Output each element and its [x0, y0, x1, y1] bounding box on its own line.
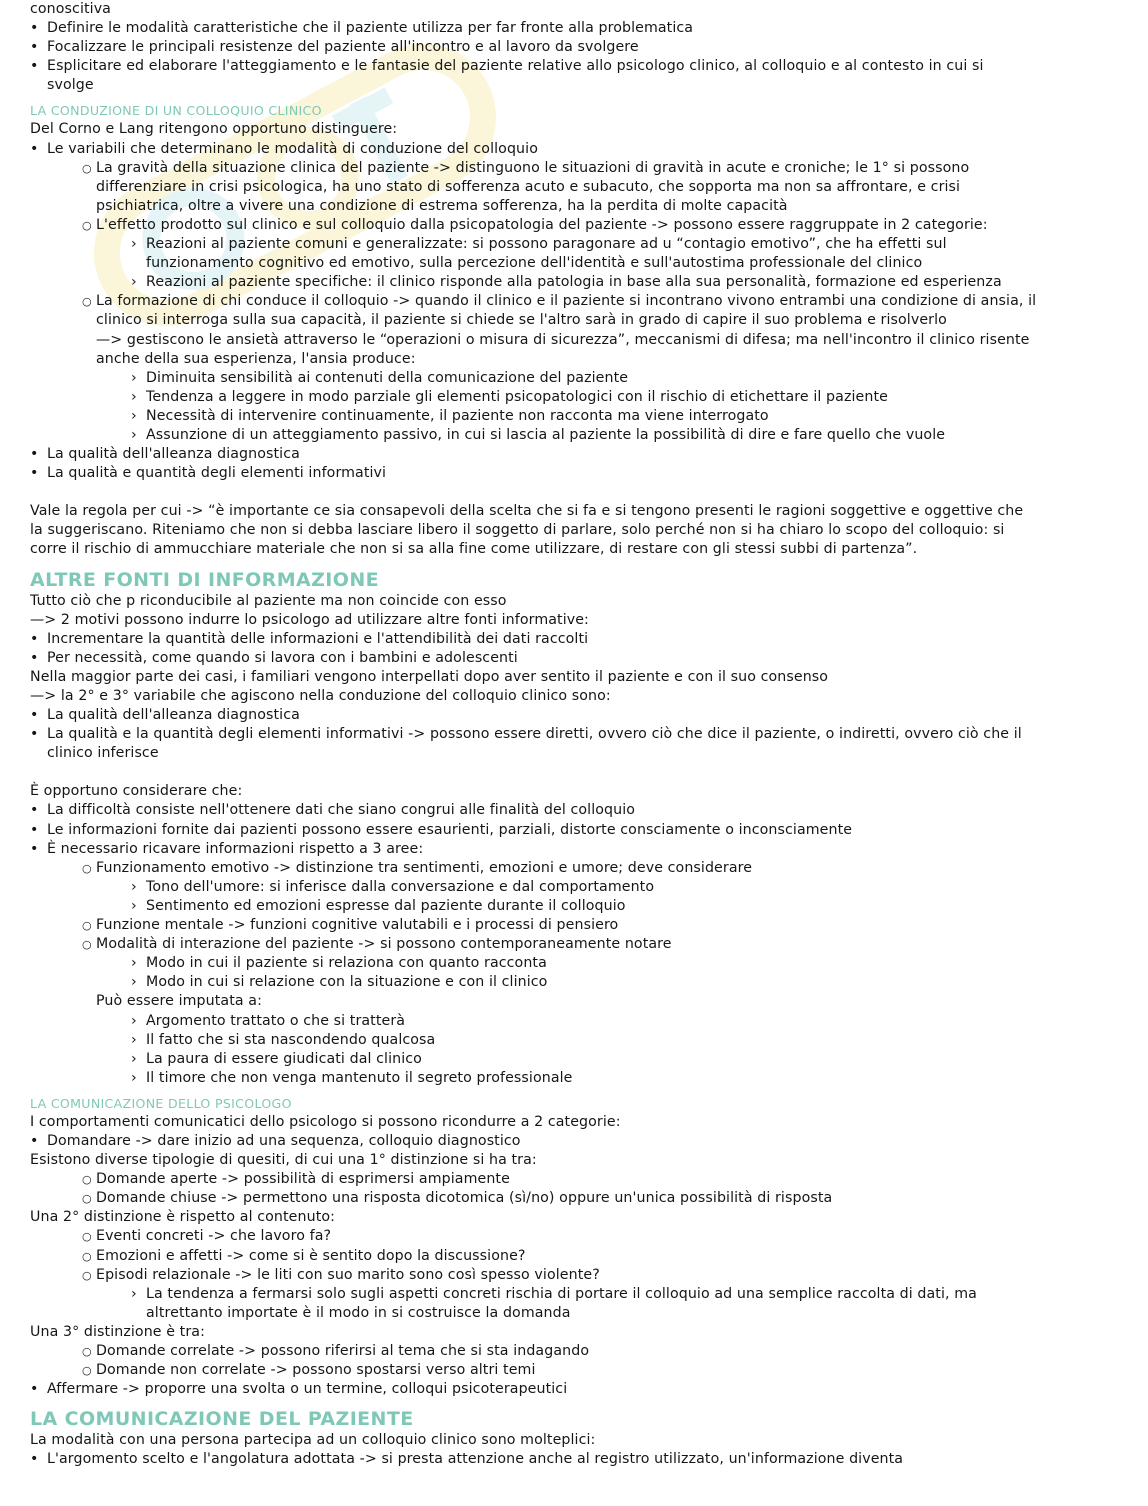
sub-sub-bullet-item: › Argomento trattato o che si tratterà: [30, 1012, 1122, 1031]
text-line: clinico inferisce: [47, 745, 159, 762]
sub-sub-bullet-item: › La paura di essere giudicati dal clinico: [30, 1050, 1122, 1069]
bullet-item: • Per necessità, come quando si lavora con i bambini e adolescenti: [30, 649, 1122, 668]
text-line: funzionamento cognitivo ed emotivo, sulla percezione dell'identità e sull'autostima professionale del clinico: [146, 255, 923, 272]
text-line: svolge: [47, 77, 94, 94]
sub-bullet-item: ○ Domande aperte -> possibilità di esprimersi ampiamente: [30, 1170, 1122, 1189]
sub-sub-bullet-item: › Reazioni al paziente comuni e generalizzate: si possono paragonare ad u “contagio emotivo”, che ha effetti sul: [30, 235, 1122, 254]
text-line: Esistono diverse tipologie di quesiti, di cui una 1° distinzione si ha tra:: [30, 1152, 537, 1169]
section-heading: LA CONDUZIONE DI UN COLLOQUIO CLINICO: [30, 103, 322, 119]
sub-bullet-item: ○ Domande chiuse -> permettono una risposta dicotomica (sì/no) oppure un'unica possibilità di risposta: [30, 1189, 1122, 1208]
text-line: corre il rischio di ammucchiare materiale che non si sa alla fine come utilizzare, di restare con gli stessi subbi di partenza”.: [30, 541, 918, 558]
text-line: La modalità con una persona partecipa ad un colloquio clinico sono molteplici:: [30, 1432, 596, 1449]
sub-sub-bullet-item: › Modo in cui si relazione con la situazione e con il clinico: [30, 973, 1122, 992]
sub-sub-bullet-item: › Necessità di intervenire continuamente, il paziente non racconta ma viene interrogato: [30, 407, 1122, 426]
spacer: [30, 763, 1122, 782]
spacer: [30, 483, 1122, 502]
sub-sub-bullet-item: › Il timore che non venga mantenuto il segreto professionale: [30, 1069, 1122, 1088]
bullet-item: • È necessario ricavare informazioni rispetto a 3 aree:: [30, 840, 1122, 859]
bullet-item: • La qualità e quantità degli elementi informativi: [30, 464, 1122, 483]
text-line: anche della sua esperienza, l'ansia produce:: [96, 350, 416, 367]
sub-sub-bullet-item: › La tendenza a fermarsi solo sugli aspetti concreti rischia di portare il colloquio ad una semplice raccolta di dati, ma: [30, 1285, 1122, 1304]
sub-sub-bullet-item: › Assunzione di un atteggiamento passivo, in cui si lascia al paziente la possibilità di dire e fare quello che vuole: [30, 426, 1122, 445]
bullet-item: • Incrementare la quantità delle informazioni e l'attendibilità dei dati raccolti: [30, 630, 1122, 649]
sub-bullet-item: ○ Domande correlate -> possono riferirsi al tema che si sta indagando: [30, 1342, 1122, 1361]
sub-sub-bullet-item: › Diminuita sensibilità ai contenuti della comunicazione del paziente: [30, 369, 1122, 388]
text-line: la suggeriscano. Riteniamo che non si debba lasciare libero il soggetto di parlare, solo perché non si ha chiaro lo scopo del colloquio: si: [30, 522, 1005, 539]
text-line: I comportamenti comunicatici dello psicologo si possono ricondurre a 2 categorie:: [30, 1113, 621, 1130]
bullet-item: • Le informazioni fornite dai pazienti possono essere esaurienti, parziali, distorte consciamente o inconsciamente: [30, 821, 1122, 840]
text-line: Una 3° distinzione è tra:: [30, 1323, 205, 1340]
sub-bullet-item: ○ Episodi relazionale -> le liti con suo marito sono così spesso violente?: [30, 1266, 1122, 1285]
sub-bullet-item: ○ Funzione mentale -> funzioni cognitive valutabili e i processi di pensiero: [30, 916, 1122, 935]
text-line: È opportuno considerare che:: [30, 783, 243, 800]
sub-sub-bullet-item: › Tendenza a leggere in modo parziale gli elementi psicopatologici con il rischio di etichettare il paziente: [30, 388, 1122, 407]
text-line: Del Corno e Lang ritengono opportuno distinguere:: [30, 121, 398, 138]
section-heading: LA COMUNICAZIONE DELLO PSICOLOGO: [30, 1095, 292, 1111]
section-heading: LA COMUNICAZIONE DEL PAZIENTE: [30, 1408, 414, 1431]
bullet-item: • Focalizzare le principali resistenze del paziente all'incontro e al lavoro da svolgere: [30, 38, 1122, 57]
sub-bullet-item: ○ La gravità della situazione clinica del paziente -> distinguono le situazioni di gravità in acute e croniche; le 1° si possono: [30, 159, 1122, 178]
sub-sub-bullet-item: › Modo in cui il paziente si relaziona con quanto racconta: [30, 954, 1122, 973]
text-line: —> gestiscono le ansietà attraverso le “operazioni o misura di sicurezza”, meccanismi di difesa; ma nell'incontro il clinico risente: [96, 331, 1030, 348]
text-line: Vale la regola per cui -> “è importante ce sia consapevoli della scelta che si fa e si tengono presenti le ragioni soggettive e oggettive che: [30, 503, 1024, 520]
text-line: altrettanto importate è il modo in si costruisce la domanda: [146, 1304, 571, 1321]
sub-sub-bullet-item: › Tono dell'umore: si inferisce dalla conversazione e dal comportamento: [30, 878, 1122, 897]
text-line: psichiatrica, oltre a vivere una condizione di estrema sofferenza, ha la perdita di molte capacità: [96, 197, 788, 214]
bullet-item: • Definire le modalità caratteristiche che il paziente utilizza per far fronte alla problematica: [30, 19, 1122, 38]
sub-bullet-item: ○ L'effetto prodotto sul clinico e sul colloquio dalla psicopatologia del paziente -> possono essere raggruppate in 2 categorie:: [30, 216, 1122, 235]
section-heading: ALTRE FONTI DI INFORMAZIONE: [30, 568, 380, 591]
sub-bullet-item: ○ La formazione di chi conduce il colloquio -> quando il clinico e il paziente si incontrano vivono entrambi una condizione di ansia, il: [30, 292, 1122, 311]
sub-sub-bullet-item: › Sentimento ed emozioni espresse dal paziente durante il colloquio: [30, 897, 1122, 916]
sub-sub-bullet-item: › Il fatto che si sta nascondendo qualcosa: [30, 1031, 1122, 1050]
text-line: clinico si interroga sulla sua capacità, il paziente si chiede se l'altro sarà in grado di capire il suo problema e risolverlo: [96, 312, 947, 329]
bullet-item: • Domandare -> dare inizio ad una sequenza, colloquio diagnostico: [30, 1132, 1122, 1151]
text-line: —> la 2° e 3° variabile che agiscono nella conduzione del colloquio clinico sono:: [30, 688, 611, 704]
text-line: Una 2° distinzione è rispetto al contenuto:: [30, 1209, 336, 1226]
text-line: —> 2 motivi possono indurre lo psicologo ad utilizzare altre fonti informative:: [30, 611, 589, 628]
text-line: Nella maggior parte dei casi, i familiari vengono interpellati dopo aver sentito il paziente e con il suo consenso: [30, 668, 829, 685]
sub-bullet-item: ○ Modalità di interazione del paziente -> si possono contemporaneamente notare: [30, 935, 1122, 954]
sub-bullet-item: ○ Emozioni e affetti -> come si è sentito dopo la discussione?: [30, 1247, 1122, 1266]
text-line: Può essere imputata a:: [96, 993, 262, 1010]
bullet-item: • Le variabili che determinano le modalità di conduzione del colloquio: [30, 140, 1122, 159]
bullet-item: • La difficoltà consiste nell'ottenere dati che siano congrui alle finalità del colloquio: [30, 801, 1122, 820]
bullet-item: • L'argomento scelto e l'angolatura adottata -> si presta attenzione anche al registro utilizzato, un'informazione diventa: [30, 1450, 1122, 1469]
sub-bullet-item: ○ Funzionamento emotivo -> distinzione tra sentimenti, emozioni e umore; deve considerare: [30, 859, 1122, 878]
bullet-item: • La qualità dell'alleanza diagnostica: [30, 706, 1122, 725]
text-line: conoscitiva: [30, 1, 111, 17]
bullet-item: • Esplicitare ed elaborare l'atteggiamento e le fantasie del paziente relative allo psicologo clinico, al colloquio e al contesto in cui si: [30, 57, 1122, 76]
bullet-item: • La qualità e la quantità degli elementi informativi -> possono essere diretti, ovvero ciò che dice il paziente, o indiretti, ovvero ciò che il: [30, 725, 1122, 744]
sub-bullet-item: ○ Domande non correlate -> possono spostarsi verso altri temi: [30, 1361, 1122, 1380]
sub-sub-bullet-item: › Reazioni al paziente specifiche: il clinico risponde alla patologia in base alla sua personalità, formazione ed esperienza: [30, 273, 1122, 292]
text-line: differenziare in crisi psicologica, ha uno stato di sofferenza acuto e subacuto, che sopporta ma non sa affrontare, e crisi: [96, 178, 961, 195]
text-line: Tutto ciò che p riconducibile al paziente ma non coincide con esso: [30, 592, 507, 609]
bullet-item: • Affermare -> proporre una svolta o un termine, colloqui psicoterapeutici: [30, 1380, 1122, 1399]
sub-bullet-item: ○ Eventi concreti -> che lavoro fa?: [30, 1227, 1122, 1246]
document-page: [30, 0, 1122, 1469]
bullet-item: • La qualità dell'alleanza diagnostica: [30, 445, 1122, 464]
